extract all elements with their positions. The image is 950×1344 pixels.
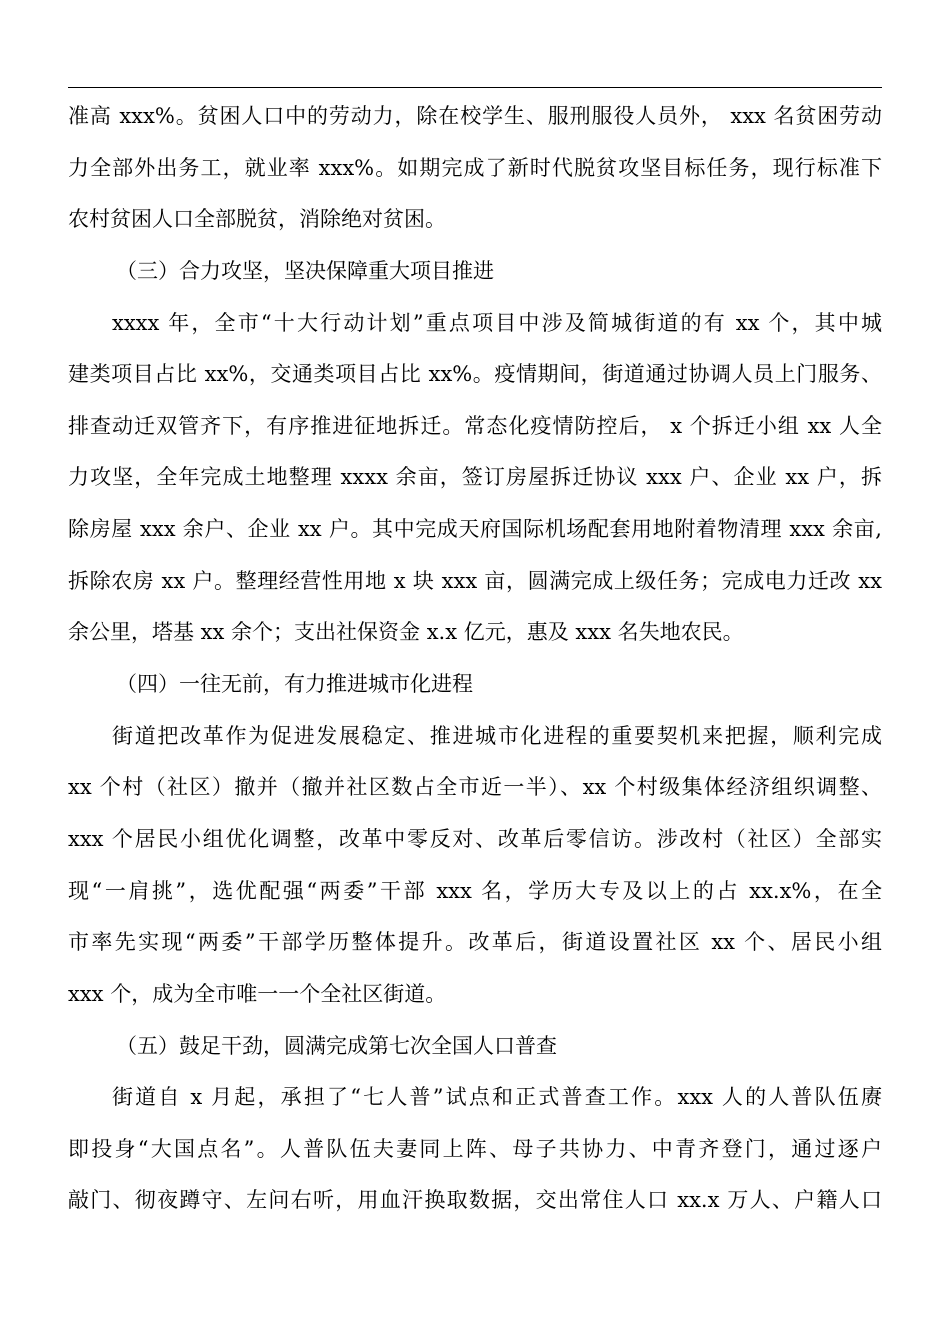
paragraph-line: 现“一肩挑”，选优配强“两委”干部 xxx 名，学历大专及以上的占 xx.x%，在全	[68, 878, 882, 903]
document-body	[68, 91, 882, 1227]
paragraph-line: 建类项目占比 xx%，交通类项目占比 xx%。疫情期间，街道通过协调人员上门服务、	[68, 362, 882, 387]
section-heading: （三）合力攻坚，坚决保障重大项目推进	[116, 258, 494, 283]
section-heading: （四）一往无前，有力推进城市化进程	[116, 672, 473, 697]
paragraph-line: 农村贫困人口全部脱贫，消除绝对贫困。	[68, 207, 446, 232]
paragraph-line: 除房屋 xxx 余户、企业 xx 户。其中完成天府国际机场配套用地附着物清理 xxx 余亩,	[68, 517, 882, 542]
paragraph-line: xxx 个居民小组优化调整，改革中零反对、改革后零信访。涉改村（社区）全部实	[68, 826, 882, 851]
header-rule	[68, 87, 882, 88]
paragraph-line: 排查动迁双管齐下，有序推进征地拆迁。常态化疫情防控后， x 个拆迁小组 xx 人全	[68, 413, 882, 438]
paragraph-line: 街道自 x 月起，承担了“七人普”试点和正式普查工作。xxx 人的人普队伍赓	[112, 1085, 882, 1110]
paragraph-line: 市率先实现“两委”干部学历整体提升。改革后，街道设置社区 xx 个、居民小组	[68, 930, 882, 955]
paragraph-line: 街道把改革作为促进发展稳定、推进城市化进程的重要契机来把握，顺利完成	[112, 723, 882, 748]
paragraph-line: 力全部外出务工，就业率 xxx%。如期完成了新时代脱贫攻坚目标任务，现行标准下	[68, 155, 882, 180]
paragraph-line: xx 个村（社区）撤并（撤并社区数占全市近一半）、xx 个村级集体经济组织调整、	[68, 775, 882, 800]
section-heading: （五）鼓足干劲，圆满完成第七次全国人口普查	[116, 1033, 557, 1058]
paragraph-line: 拆除农房 xx 户。整理经营性用地 x 块 xxx 亩，圆满完成上级任务；完成电力迁改 xx	[68, 568, 882, 593]
paragraph-line: xxx 个，成为全市唯一一个全社区街道。	[68, 981, 447, 1006]
paragraph-line: 即投身“大国点名”。人普队伍夫妻同上阵、母子共协力、中青齐登门，通过逐户	[68, 1136, 882, 1161]
paragraph-line: 余公里，塔基 xx 余个；支出社保资金 x.x 亿元，惠及 xxx 名失地农民。	[68, 620, 744, 645]
paragraph-line: xxxx 年，全市“十大行动计划”重点项目中涉及简城街道的有 xx 个，其中城	[112, 310, 882, 335]
paragraph-line: 准高 xxx%。贫困人口中的劳动力，除在校学生、服刑服役人员外， xxx 名贫困劳动	[68, 104, 882, 128]
paragraph-line: 敲门、彻夜蹲守、左问右听，用血汗换取数据，交出常住人口 xx.x 万人、户籍人口	[68, 1188, 882, 1213]
paragraph-line: 力攻坚，全年完成土地整理 xxxx 余亩，签订房屋拆迁协议 xxx 户、企业 xx 户，拆	[68, 465, 882, 490]
